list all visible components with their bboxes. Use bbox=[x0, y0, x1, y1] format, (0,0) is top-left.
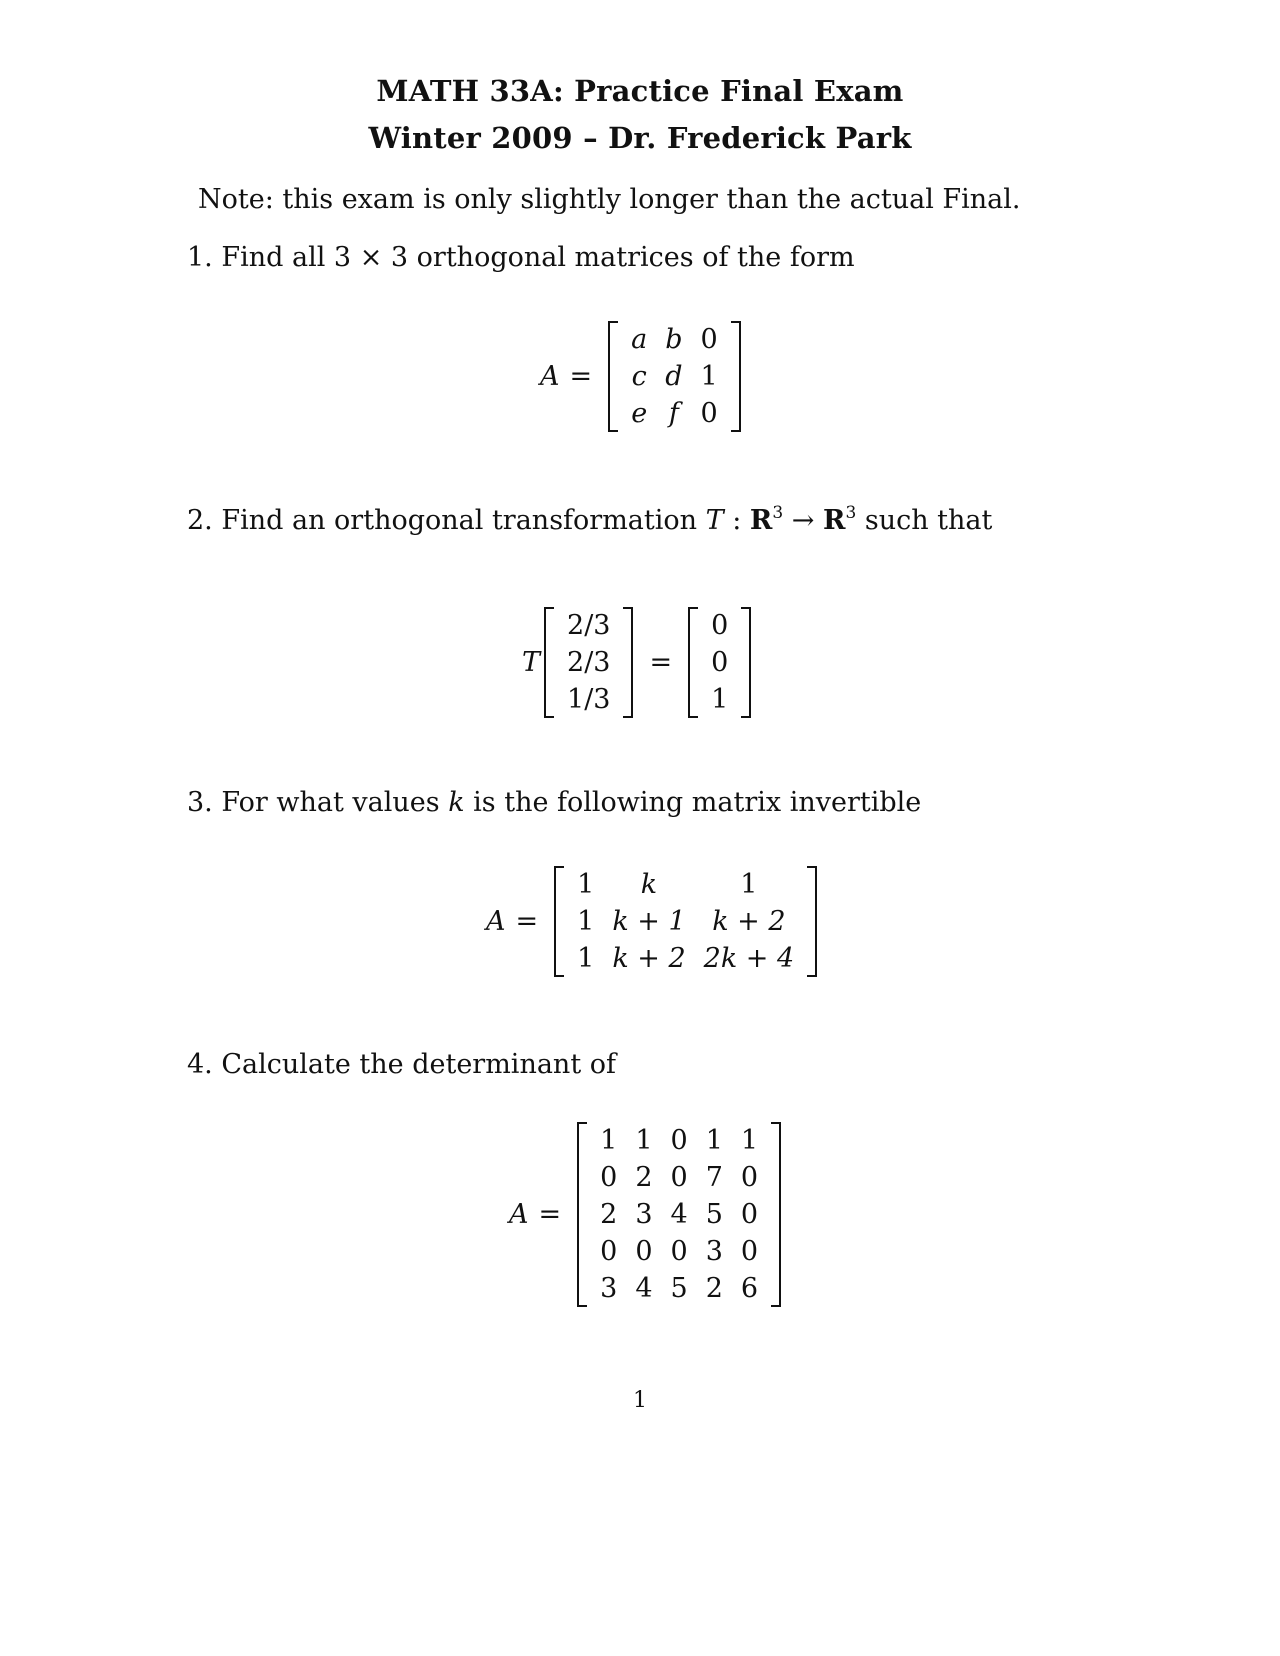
exam-note: Note: this exam is only slightly longer than the actual Final. bbox=[198, 184, 1021, 215]
problem-number: 4. bbox=[187, 1049, 213, 1080]
matrix-cell: 4 bbox=[635, 1273, 653, 1304]
page-number: 1 bbox=[633, 1388, 647, 1413]
exam-subtitle: Winter 2009 – Dr. Frederick Park bbox=[368, 121, 912, 155]
vector-entry: 0 bbox=[711, 610, 729, 641]
matrix-cell: 2k + 4 bbox=[703, 943, 795, 974]
vector-entry: 1/3 bbox=[567, 684, 611, 715]
matrix-cell: 1 bbox=[705, 1125, 723, 1156]
matrix-cell: 1 bbox=[635, 1125, 653, 1156]
real-space-symbol: R bbox=[749, 505, 773, 536]
matrix-cell: 3 bbox=[600, 1273, 618, 1304]
vector-entry: 2/3 bbox=[567, 647, 611, 678]
matrix-cell: 0 bbox=[700, 324, 718, 355]
problem-number: 3. bbox=[187, 787, 213, 818]
problem-1-prompt bbox=[187, 242, 855, 273]
matrix-cell: 2 bbox=[705, 1273, 723, 1304]
colon: : bbox=[723, 505, 750, 536]
matrix-cell: 5 bbox=[705, 1199, 723, 1230]
problem-text-tail: is the following matrix invertible bbox=[464, 787, 922, 818]
vector-entry: 1 bbox=[711, 684, 729, 715]
problem-1-equation bbox=[540, 321, 741, 432]
matrix-cell: 3 bbox=[635, 1199, 653, 1230]
equals-sign: = bbox=[538, 1199, 562, 1230]
matrix-cell: 2 bbox=[635, 1162, 653, 1193]
matrix-cell: 6 bbox=[740, 1273, 759, 1304]
problem-text: Find all 3 × 3 orthogonal matrices of the form bbox=[221, 242, 855, 273]
matrix-cell: e bbox=[631, 398, 648, 429]
matrix-cell: 0 bbox=[740, 1162, 759, 1193]
matrix-problem-1 bbox=[608, 321, 741, 432]
matrix-label: A bbox=[486, 906, 506, 937]
problem-number: 2. bbox=[187, 505, 213, 536]
equals-sign: = bbox=[569, 361, 593, 392]
vector-entry: 2/3 bbox=[567, 610, 611, 641]
matrix-cell: 1 bbox=[700, 361, 718, 392]
input-vector bbox=[544, 607, 633, 718]
matrix-cell: 0 bbox=[600, 1162, 618, 1193]
problem-3-prompt bbox=[187, 787, 921, 818]
matrix-cell: 1 bbox=[577, 943, 595, 974]
matrix-cell: 1 bbox=[740, 869, 758, 900]
equals-sign: = bbox=[649, 647, 673, 678]
matrix-cell: 0 bbox=[740, 1236, 759, 1267]
matrix-cell: 0 bbox=[635, 1236, 653, 1267]
problem-text: Find an orthogonal transformation bbox=[221, 505, 706, 536]
matrix-cell: 5 bbox=[670, 1273, 688, 1304]
transformation-symbol: T bbox=[705, 505, 724, 536]
exponent: 3 bbox=[845, 503, 857, 523]
matrix-cell: 2 bbox=[600, 1199, 618, 1230]
matrix-cell: 1 bbox=[577, 869, 595, 900]
matrix-label: A bbox=[540, 361, 560, 392]
exam-title: MATH 33A: Practice Final Exam bbox=[376, 74, 904, 108]
real-space-symbol: R bbox=[822, 505, 846, 536]
matrix-cell: b bbox=[665, 324, 683, 355]
equals-sign: = bbox=[515, 906, 539, 937]
transformation-symbol: T bbox=[522, 647, 541, 678]
problem-4-equation bbox=[509, 1122, 781, 1307]
output-vector bbox=[688, 607, 751, 718]
matrix-cell: a bbox=[631, 324, 648, 355]
matrix-cell: 1 bbox=[577, 906, 595, 937]
matrix-label: A bbox=[509, 1199, 529, 1230]
problem-4-prompt bbox=[187, 1049, 616, 1080]
matrix-cell: 0 bbox=[740, 1199, 759, 1230]
problem-3-equation bbox=[486, 866, 817, 977]
matrix-cell: 0 bbox=[700, 398, 718, 429]
matrix-cell: 0 bbox=[670, 1162, 688, 1193]
matrix-cell: 0 bbox=[670, 1236, 688, 1267]
matrix-cell: 0 bbox=[600, 1236, 618, 1267]
matrix-cell: d bbox=[665, 361, 683, 392]
matrix-cell: k + 2 bbox=[712, 906, 786, 937]
matrix-cell: 3 bbox=[705, 1236, 723, 1267]
matrix-cell: f bbox=[668, 398, 679, 429]
problem-2-equation bbox=[522, 607, 751, 718]
matrix-cell: c bbox=[631, 361, 647, 392]
matrix-problem-4 bbox=[577, 1122, 781, 1307]
matrix-cell: 0 bbox=[670, 1125, 688, 1156]
matrix-problem-3 bbox=[554, 866, 817, 977]
matrix-cell: 7 bbox=[705, 1162, 723, 1193]
variable-k: k bbox=[448, 787, 465, 818]
problem-number: 1. bbox=[187, 242, 213, 273]
matrix-cell: k + 1 bbox=[612, 906, 686, 937]
matrix-cell: 1 bbox=[600, 1125, 618, 1156]
vector-entry: 0 bbox=[711, 647, 729, 678]
matrix-cell: k bbox=[640, 869, 658, 900]
problem-2-prompt bbox=[187, 505, 992, 536]
problem-text: Calculate the determinant of bbox=[221, 1049, 616, 1080]
problem-text-tail: such that bbox=[856, 505, 993, 536]
matrix-cell: k + 2 bbox=[612, 943, 686, 974]
problem-text: For what values bbox=[221, 787, 449, 818]
matrix-cell: 1 bbox=[740, 1125, 759, 1156]
arrow: → bbox=[783, 505, 823, 536]
matrix-cell: 4 bbox=[670, 1199, 688, 1230]
exponent: 3 bbox=[772, 503, 784, 523]
